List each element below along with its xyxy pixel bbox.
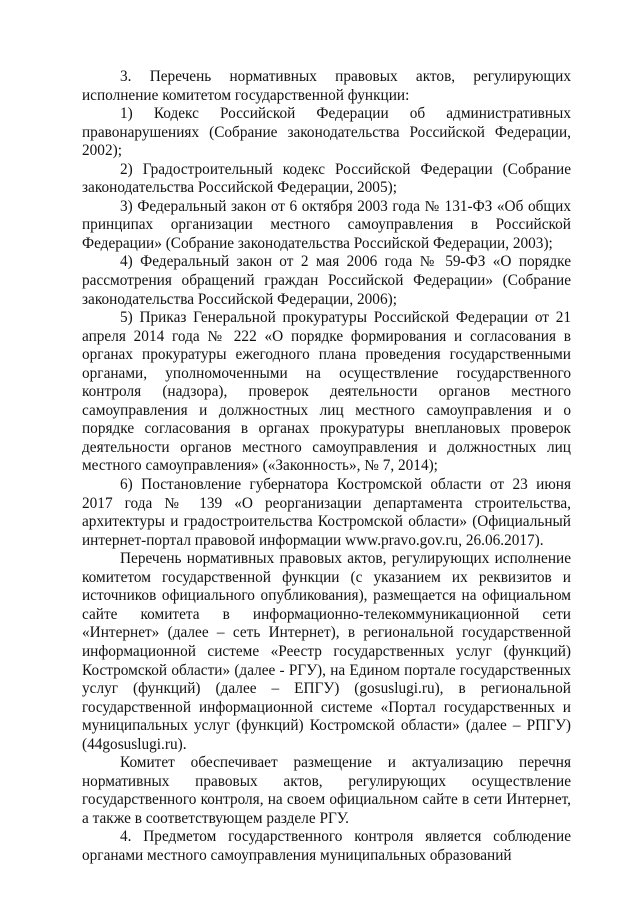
document-body [82,68,571,866]
paragraph-item-6: 6) Постановление губернатора Костромской области от 23 июня 2017 года № 139 «О реорганизации департамента строительства, архитектуры и градостроительства Костромской области» (Официальный интернет-портал правовой информации www.pravo.gov.ru, 26.06.2017). [82,476,571,549]
paragraph-section-3: 3. Перечень нормативных правовых актов, регулирующих исполнение комитетом государственной функции: [82,68,571,104]
paragraph-item-1: 1) Кодекс Российской Федерации об административных правонарушениях (Собрание законодательства Российской Федерации, 2002); [82,105,571,160]
paragraph-committee: Комитет обеспечивает размещение и актуализацию перечня нормативных правовых актов, регулирующих осуществление государственного контроля, на своем официальном сайте в сети Интернет, а также в соответствующем разделе РГУ. [82,754,571,827]
paragraph-publication: Перечень нормативных правовых актов, регулирующих исполнение комитетом государственной функции (с указанием их реквизитов и источников официального опубликования), размещается на официальном сайте комитета в информационно-телекоммуникационной сети «Интернет» (далее – сеть Интернет), в региональной государственной информационной системе «Реестр государственных услуг (функций) Костромской области» (далее - РГУ), на Едином портале государственных услуг (функций) (далее – ЕПГУ) (gosuslugi.ru), в региональной государственной информационной системе «Портал государственных и муниципальных услуг (функций) Костромской области» (далее – РПГУ) (44gosuslugi.ru). [82,550,571,753]
paragraph-item-2: 2) Градостроительный кодекс Российской Федерации (Собрание законодательства Российской Федерации, 2005); [82,160,571,197]
paragraph-item-5: 5) Приказ Генеральной прокуратуры Российской Федерации от 21 апреля 2014 года № 222 «О порядке формирования и согласования в органах прокуратуры ежегодного плана проведения государственными органами, уполномоченными на осуществление государственного контроля (надзора), проверок деятельности органов местного самоуправления и должностных лиц местного самоуправления и о порядке согласования в органах прокуратуры внеплановых проверок деятельности органов местного самоуправления и должностных лиц местного самоуправления» («Законность», № 7, 2014); [82,309,571,475]
paragraph-item-4: 4) Федеральный закон от 2 мая 2006 года № 59-ФЗ «О порядке рассмотрения обращений граждан Российской Федерации» (Собрание законодательства Российской Федерации, 2006); [82,253,571,308]
paragraph-item-3: 3) Федеральный закон от 6 октября 2003 года № 131-ФЗ «Об общих принципах организации местного самоуправления в Российской Федерации» (Собрание законодательства Российской Федерации, 2003); [82,197,571,252]
paragraph-section-4: 4. Предметом государственного контроля является соблюдение органами местного самоуправления муниципальных образований [82,828,571,864]
